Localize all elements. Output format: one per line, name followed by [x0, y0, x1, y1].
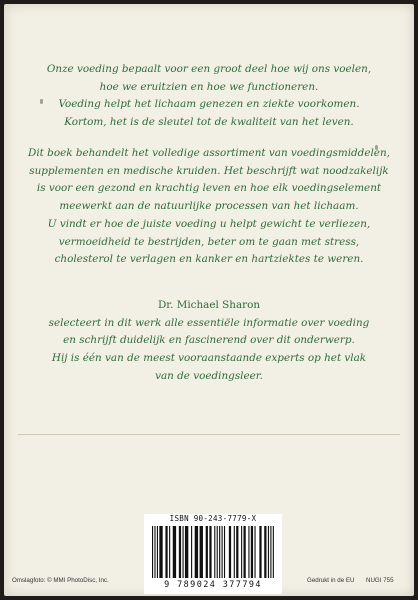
author-name: Dr. Michael Sharon — [157, 299, 261, 311]
printed-label: Gedrukt in de EU — [307, 577, 355, 584]
barcode-bar — [200, 526, 203, 578]
cover-page — [4, 4, 414, 596]
barcode-bar — [254, 526, 255, 578]
barcode-bar — [165, 526, 167, 578]
barcode-bar — [195, 526, 198, 578]
barcode-bar — [173, 526, 176, 578]
nugi-label: NUGI 755 — [366, 577, 394, 584]
isbn-label: ISBN 90-243-7779-X — [169, 514, 257, 523]
barcode-bar — [251, 526, 253, 578]
barcode-bar — [185, 526, 188, 578]
barcode-bar — [259, 526, 261, 578]
barcode-number: 9 789024 377794 — [164, 580, 262, 590]
text-line: is voor een gezond en krachtig leven en hoe elk voedingselement — [36, 182, 382, 195]
barcode-bar — [241, 526, 242, 578]
barcode-bar — [248, 526, 249, 578]
barcode-bar — [217, 526, 218, 578]
text-line: Voeding helpt het lichaam genezen en ziekte voorkomen. — [58, 98, 360, 111]
barcode-bar — [236, 526, 238, 578]
barcode-bar — [206, 526, 208, 578]
text-line: meewerkt aan de natuurlijke processen van het lichaam. — [59, 200, 359, 213]
barcode-bar — [219, 526, 220, 578]
barcode-bar — [244, 526, 246, 578]
text-line: selecteert in dit werk alle essentiële informatie over voeding — [48, 316, 370, 329]
barcode-bar — [234, 526, 235, 578]
text-line: Hij is één van de meest vooraanstaande experts op het vlak — [51, 352, 367, 365]
barcode-bar — [183, 526, 184, 578]
text-line: Kortom, het is de sleutel tot de kwaliteit van het leven. — [64, 116, 354, 129]
barcode-bar — [209, 526, 211, 578]
barcode-bar — [222, 526, 223, 578]
photo-credit: Omslagfoto: © MMI PhotoDisc, Inc. — [12, 577, 109, 584]
barcode-bar — [214, 526, 215, 578]
text-line: vermoeidheid te bestrijden, beter om te gaan met stress, — [58, 235, 360, 248]
barcode-bars — [152, 526, 274, 578]
text-line: Dit boek behandelt het volledige assortiment van voedingsmiddelen, — [28, 147, 390, 159]
text-line: cholesterol te verlagen en kanker en hartziektes te weren. — [54, 253, 364, 266]
barcode-bar — [191, 526, 192, 578]
barcode-bar — [154, 526, 155, 578]
description-paragraph — [14, 145, 404, 269]
text-line: Onze voeding bepaalt voor een groot deel hoe wij ons voelen, — [46, 63, 372, 75]
text-line: supplementen en medische kruiden. Het beschrijft wat noodzakelijk — [29, 164, 389, 177]
barcode-bar — [169, 526, 170, 578]
isbn-barcode — [144, 514, 282, 594]
barcode-bar — [264, 526, 266, 578]
barcode-bar — [229, 526, 231, 578]
barcode-bar — [159, 526, 162, 578]
barcode-bar — [224, 526, 225, 578]
barcode-bar — [157, 526, 158, 578]
divider-line — [18, 434, 400, 435]
text-line: en schrijft duidelijk en fascinerend over dit onderwerp. — [63, 334, 355, 347]
barcode-bar — [270, 526, 271, 578]
intro-paragraph — [14, 61, 404, 132]
text-line: van de voedingsleer. — [155, 369, 263, 382]
barcode-bar — [273, 526, 274, 578]
text-line: U vindt er hoe de juiste voeding u helpt gewicht te verliezen, — [47, 217, 371, 230]
barcode-bar — [179, 526, 181, 578]
barcode-bar — [152, 526, 153, 578]
text-line: hoe we eruitzien en hoe we functioneren. — [99, 80, 319, 93]
barcode-bar — [268, 526, 269, 578]
author-paragraph — [14, 297, 404, 386]
